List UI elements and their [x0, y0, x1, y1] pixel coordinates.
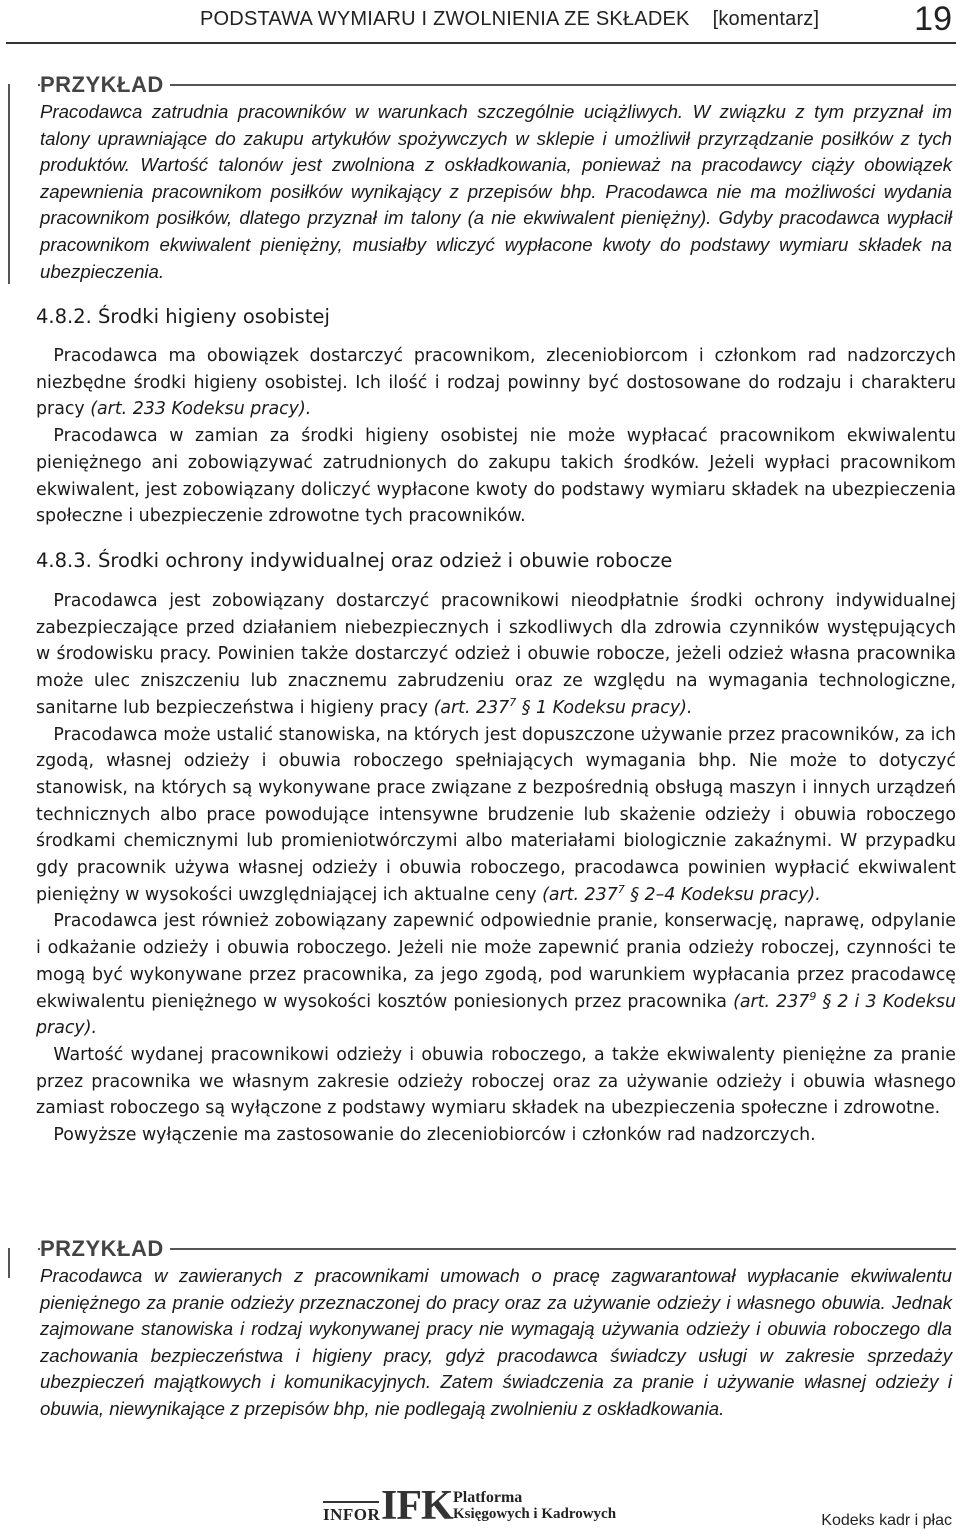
logo-line-2: Księgowych i Kadrowych: [453, 1506, 617, 1522]
example-label: PRZYKŁAD: [40, 1236, 170, 1262]
paragraph: [36, 588, 956, 722]
page-header: [0, 0, 960, 46]
paragraph: [36, 423, 956, 530]
section-body-4-8-2: [36, 343, 956, 530]
example-top-line: [38, 84, 956, 86]
section-title-4-8-3: 4.8.3. Środki ochrony indywidualnej oraz odzież i obuwie robocze: [36, 549, 673, 572]
paragraph-text: Wartość wydanej pracownikowi odzieży i obuwia roboczego, a także ekwiwalenty pieniężne za pranie przez pracownika we własnym zakresie odzieży roboczej oraz za używanie odzieży i obuwia własnego zamiast roboczego są wyłączone z podstawy wymiaru składek na ubezpieczenia społeczne i zdrowotne.: [36, 1044, 956, 1119]
ref-part: § 2–4 Kodeksu pracy).: [630, 884, 821, 905]
logo-ifk: IFK: [381, 1483, 453, 1529]
ref-part: § 2 i 3 Kodeksu pracy).: [36, 991, 957, 1039]
ref-part: § 1 Kodeksu pracy).: [521, 697, 693, 718]
page-footer: [0, 1484, 960, 1539]
header-rule: [6, 42, 956, 44]
example-box-1: [8, 72, 956, 282]
section-title-4-8-2: 4.8.2. Środki higieny osobistej: [36, 305, 330, 328]
paragraph: [36, 722, 956, 909]
running-title: PODSTAWA WYMIARU I ZWOLNIENIA ZE SKŁADEK [komentarz]: [200, 8, 820, 30]
paragraph: [36, 1042, 956, 1122]
publisher-logo: [323, 1484, 643, 1529]
paragraph: [36, 908, 956, 1042]
example-box-2: [8, 1236, 956, 1456]
example-vertical-line: [8, 84, 10, 284]
ref-part: (art. 237: [733, 991, 810, 1012]
logo-infor: INFOR: [323, 1505, 381, 1524]
ref-superscript: 7: [617, 882, 625, 896]
paragraph: [36, 343, 956, 423]
paragraph-text: Powyższe wyłączenie ma zastosowanie do zleceniobiorców i członków rad nadzorczych.: [53, 1125, 816, 1146]
logo-bar: [323, 1501, 379, 1503]
legal-reference: (art. 233 Kodeksu pracy).: [90, 399, 312, 420]
legal-reference: [434, 698, 693, 718]
paragraph-text: Pracodawca ma obowiązek dostarczyć pracownikom, zleceniobiorcom i członkom rad nadzorczych niezbędne środki higieny osobistej. Ich ilość i rodzaj powinny być dostosowane do rodzaju i charakteru pracy: [36, 346, 956, 420]
paragraph-text: Pracodawca może ustalić stanowiska, na których jest dopuszczone używanie przez pracowników, za ich zgodą, własnej odzieży i obuwia roboczego spełniających wymagania bhp. Nie może to dotyczyć stanowisk, na których są wykonywane prace związane z bezpośrednią obsługą maszyn i innych urządzeń technicznych albo prace powodujące intensywne brudzenie lub skażenie odzieży i obuwia roboczego środkami chemicznymi lub promieniotwórczymi albo materiałami biologicznie zakaźnymi. W przypadku gdy pracownik używa własnej odzieży i obuwia roboczego, pracodawca powinien wypłacić ekwiwalent pieniężny w wysokości uwzględniającej ich aktualne ceny: [36, 724, 956, 905]
paragraph-text: Pracodawca jest również zobowiązany zapewnić odpowiednie pranie, konserwację, naprawę, odpylanie i odkażanie odzieży i obuwia roboczego. Jeżeli nie może zapewnić prania odzieży roboczej, czynności te mogą być wykonywane przez pracownika, za jego zgodą, pod warunkiem wypłacania przez pracodawcę ekwiwalentu pieniężnego w wysokości kosztów poniesionych przez pracownika: [36, 911, 956, 1012]
section-body-4-8-3: [36, 588, 956, 1149]
example-text: Pracodawca w zawieranych z pracownikami umowach o pracę zagwarantował wypłacanie ekwiwalentu pieniężnego za pranie odzieży przeznaczonej do pracy oraz za używanie odzieży i własnego obuwia. Jednak zajmowane stanowiska i rodzaj wykonywanej pracy nie wymagają używania odzieży i obuwia roboczego dla zachowania bezpieczeństwa i higieny pracy, gdyż pracodawca świadczy usługi w zakresie sprzedaży ubezpieczeń majątkowych i komunikacyjnych. Zatem świadczenia za pranie i używanie własnej odzieży i obuwia, niewynikające z przepisów bhp, nie podlegają zwolnieniu z oskładkowania.: [40, 1265, 952, 1419]
ref-superscript: 7: [509, 696, 517, 710]
publication-name: Kodeks kadr i płac: [821, 1512, 952, 1529]
paragraph-text: Pracodawca jest zobowiązany dostarczyć pracownikowi nieodpłatnie środki ochrony indywidualnej zabezpieczające przed działaniem niebezpiecznych i szkodliwych dla zdrowia czynników występujących w środowisku pracy. Powinien także dostarczyć odzież i obuwie robocze, jeżeli odzież własna pracownika może ulec zniszczeniu lub znacznemu zabrudzeniu oraz ze względu na wymagania technologiczne, sanitarne lub bezpieczeństwa i higieny pracy: [36, 591, 956, 718]
page-number: 19: [914, 0, 952, 38]
example-text: Pracodawca zatrudnia pracowników w warunkach szczególnie uciążliwych. W związku z tym przyznał im talony uprawniające do zakupu artykułów spożywczych w sklepie i umożliwił przyrządzanie posiłków z tych produktów. Wartość talonów jest zwolniona z oskładkowania, ponieważ na pracodawcy ciąży obowiązek zapewnienia pracownikom posiłków wynikający z przepisów bhp. Pracodawca nie ma możliwości wydania pracownikom posiłków, dlatego przyznał im talony (a nie ekwiwalent pieniężny). Gdyby pracodawca wypłacił pracownikom ekwiwalent pieniężny, musiałby wliczyć wypłacone kwoty do podstawy wymiaru składek na ubezpieczenia.: [40, 101, 952, 282]
paragraph: [36, 1122, 956, 1149]
example-top-line: [38, 1248, 956, 1250]
legal-reference: [542, 882, 821, 905]
example-label: PRZYKŁAD: [40, 72, 170, 98]
example-vertical-line: [8, 1248, 10, 1278]
paragraph-text: Pracodawca w zamian za środki higieny osobistej nie może wypłacać pracownikom ekwiwalentu pieniężnego ani zobowiązywać zatrudnionych do zakupu takich środków. Jeżeli wypłaci pracownikom ekwiwalent, jest zobowiązany doliczyć wypłacone kwoty do podstawy wymiaru składek na ubezpieczenia społeczne i ubezpieczenie zdrowotne tych pracowników.: [36, 426, 956, 527]
ref-part: (art. 237: [542, 884, 618, 905]
ref-superscript: 9: [809, 989, 817, 1003]
logo-line-1: Platforma: [453, 1489, 523, 1506]
ref-part: (art. 237: [433, 697, 510, 718]
